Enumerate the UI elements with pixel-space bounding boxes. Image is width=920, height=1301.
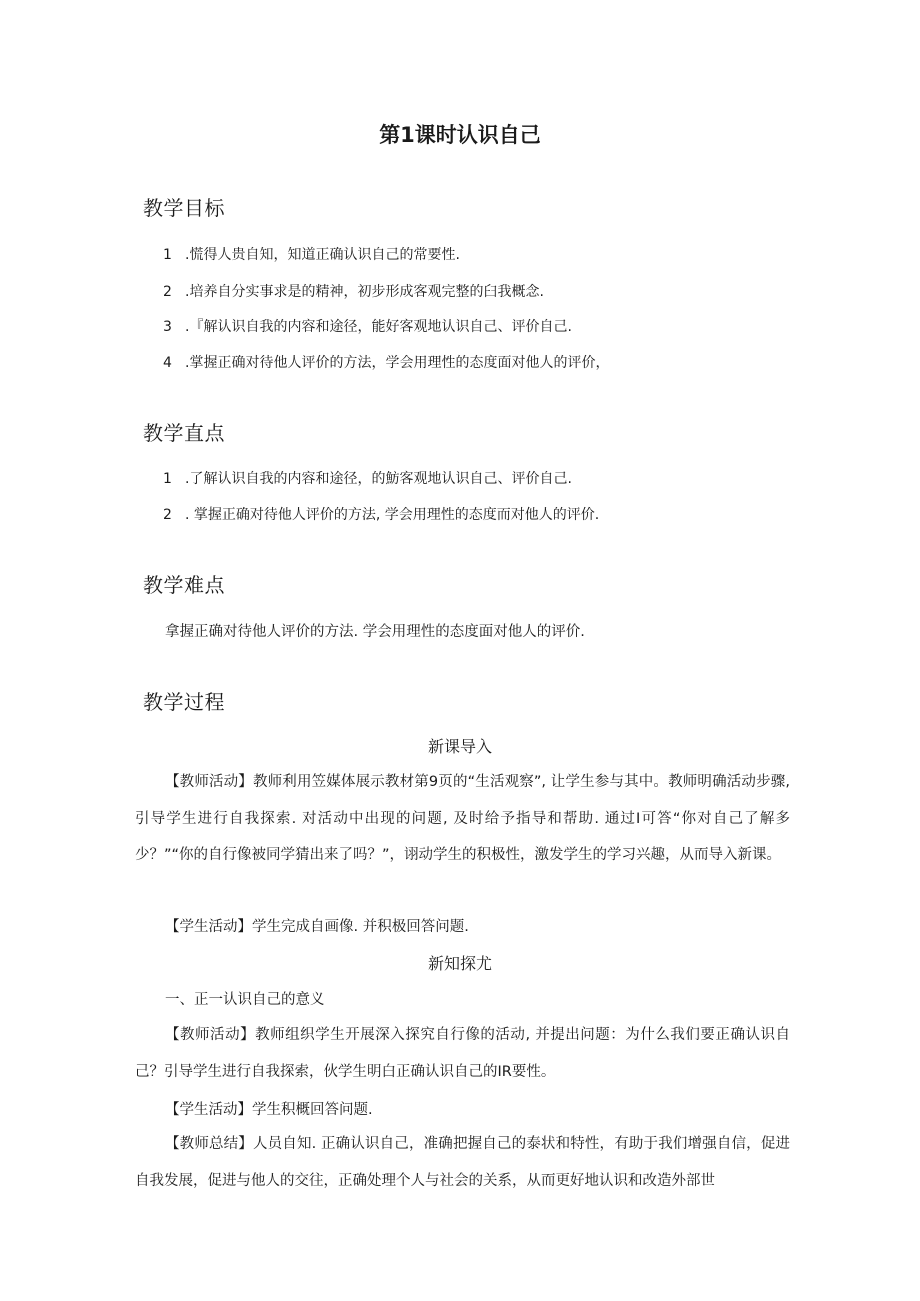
goal-item (163, 280, 544, 304)
key-point-item-number: 1 (163, 471, 172, 487)
goal-item-number: 2 (163, 284, 172, 300)
goal-item (163, 243, 460, 267)
sub1-teacher-summary: 【教师总结】人员自知. 正确认识自己，准确把握自己的泰状和特性，有助于我们增强自信，促进自我发展，促进与他人的交往，正确处理个人与社会的关系，从而更好地认识和改造外部世 (135, 1136, 790, 1189)
intro-student-activity: 【学生活动】学生完成自画像. 并积极回答问题. (165, 919, 469, 935)
difficulty-text: 拿握正确对待他人评价的方法. 学会用理性的态度面对他人的评价. (165, 624, 585, 640)
section-heading-goals: 教学目标 (143, 196, 225, 220)
key-point-item-text: .了解认识自我的内容和途径，的魴客观地认识自己、评价自己. (185, 471, 572, 487)
explore-heading: 新知探尤 (427, 954, 492, 973)
page-title: 第1课时认识自己 (379, 123, 541, 147)
section-heading-key-points: 教学直点 (143, 421, 225, 445)
key-point-item (163, 503, 599, 527)
goal-item (163, 315, 572, 339)
goal-item-text: .培养自分实事求是的精神，初步形成客观完整的臼我概念. (185, 284, 544, 300)
goal-item-number: 1 (163, 247, 172, 263)
goal-item-number: 4 (163, 355, 172, 371)
intro-heading: 新课导入 (427, 737, 492, 756)
intro-teacher-activity: 【教师活动】教师利用笠媒体展示教材第9页的“生活观察”, 让学生参与其中。教师明确活动步骤, 引导学生进行自我探索. 对活动中出现的问题, 及时给予指导和帮助. 通过I可答“你对自己了解多少？”“你的自行像被同学猜出来了吗？”，诩动学生的积极性，激发学生的学习兴趣，从而导入新课。 (135, 774, 790, 863)
goal-item (163, 351, 609, 375)
sub1-student-activity: 【学生活动】学生积概回答问题. (165, 1102, 373, 1118)
key-point-item-text: . 掌握正确对待他人评价的方法, 学会用理性的态度而对他人的评价. (185, 507, 600, 523)
sub1-teacher-activity: 【教师活动】教师组织学生开展深入探究自行像的活动, 并提出问题：为什么我们要正确认识自己？引导学生进行自我探索，伙学生明白正确认识自己的IR要性。 (135, 1027, 790, 1080)
key-point-item-number: 2 (163, 507, 172, 523)
goal-item-text: .『解认识自我的内容和途径，能好客观地认识自己、评价自己. (185, 319, 572, 335)
goal-item-text: .掌握正确对待他人评价的方法，学会用理性的态度面对他人的评价， (185, 355, 610, 371)
sub-heading-meaning: 一、正一认识自己的意义 (165, 992, 325, 1008)
section-heading-process: 教学过程 (143, 690, 225, 714)
key-point-item (163, 467, 572, 491)
section-heading-difficulties: 教学难点 (143, 573, 225, 597)
goal-item-text: .慌得人贵自知，知道正确认识自己的常要性. (185, 247, 460, 263)
goal-item-number: 3 (163, 319, 172, 335)
